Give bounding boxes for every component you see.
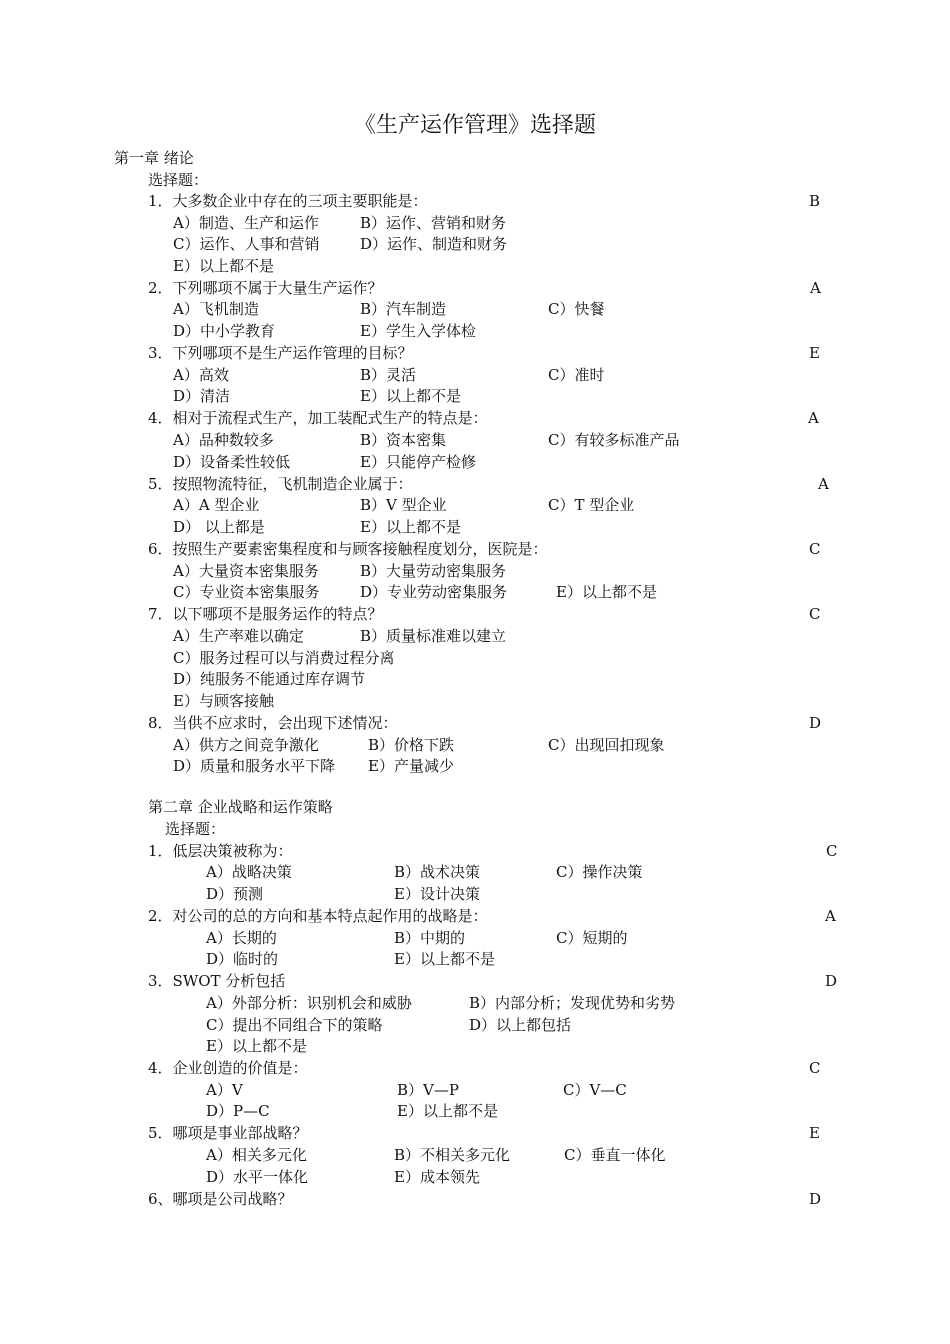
option-a: A）品种数较多 <box>173 431 274 449</box>
option-e: E）与顾客接触 <box>173 692 274 710</box>
option-b: B）内部分析；发现优势和劣势 <box>469 994 676 1012</box>
answer-key: D <box>809 1190 822 1208</box>
answer-key: B <box>809 192 821 210</box>
option-b: B）不相关多元化 <box>394 1146 511 1164</box>
answer-key: D <box>809 714 822 732</box>
option-b: B）中期的 <box>394 929 466 947</box>
option-e: E）以上都不是 <box>556 583 657 601</box>
option-e: E）产量减少 <box>368 757 454 775</box>
option-d: D）P—C <box>206 1102 270 1120</box>
option-e: E）成本领先 <box>394 1168 480 1186</box>
option-c: C）短期的 <box>556 929 628 947</box>
chapter1-heading: 第一章 绪论 <box>114 149 194 167</box>
option-c: C）出现回扣现象 <box>548 736 665 754</box>
option-b: B）V—P <box>397 1081 459 1099</box>
answer-key: C <box>826 842 838 860</box>
option-d: D）临时的 <box>206 950 279 968</box>
answer-key: A <box>825 907 836 925</box>
chapter2-subheading: 选择题： <box>165 820 226 838</box>
option-d: D）设备柔性较低 <box>173 453 291 471</box>
answer-key: E <box>809 1124 820 1142</box>
question-text: 8．当供不应求时，会出现下述情况： <box>148 714 398 732</box>
option-a: A）A 型企业 <box>173 496 260 514</box>
option-b: B）灵活 <box>360 366 417 384</box>
answer-key: C <box>809 540 821 558</box>
option-e: E）以上都不是 <box>360 387 461 405</box>
option-b: B）质量标准难以建立 <box>360 627 507 645</box>
option-a: A）制造、生产和运作 <box>173 214 319 232</box>
option-d: D）预测 <box>206 885 264 903</box>
option-c: C）V—C <box>563 1081 627 1099</box>
option-c: C）垂直一体化 <box>564 1146 666 1164</box>
option-d: D）运作、制造和财务 <box>360 235 508 253</box>
option-c: C）操作决策 <box>556 863 643 881</box>
option-a: A）V <box>206 1081 243 1099</box>
answer-key: C <box>809 1059 821 1077</box>
option-d: D） 以上都是 <box>173 518 265 536</box>
option-a: A）飞机制造 <box>173 300 259 318</box>
option-d: D）清洁 <box>173 387 231 405</box>
option-c: C）运作、人事和营销 <box>173 235 320 253</box>
answer-key: C <box>809 605 821 623</box>
option-d: D）以上都包括 <box>469 1016 572 1034</box>
option-d: D）质量和服务水平下降 <box>173 757 336 775</box>
option-e: E）以上都不是 <box>394 950 495 968</box>
option-a: A）大量资本密集服务 <box>173 562 319 580</box>
option-c: C）T 型企业 <box>548 496 635 514</box>
question-text: 3．SWOT 分析包括 <box>148 972 286 990</box>
option-a: A）供方之间竞争激化 <box>173 736 319 754</box>
option-b: B）价格下跌 <box>368 736 455 754</box>
answer-key: A <box>810 279 821 297</box>
question-text: 3．下列哪项不是生产运作管理的目标？ <box>148 344 413 362</box>
question-text: 2．对公司的总的方向和基本特点起作用的战略是： <box>148 907 488 925</box>
option-b: B）V 型企业 <box>360 496 447 514</box>
question-text: 1．低层决策被称为： <box>148 842 293 860</box>
chapter1-subheading: 选择题： <box>148 171 209 189</box>
option-b: B）运作、营销和财务 <box>360 214 507 232</box>
option-b: B）大量劳动密集服务 <box>360 562 507 580</box>
option-e: E）以上都不是 <box>206 1037 307 1055</box>
option-d: D）专业劳动密集服务 <box>360 583 508 601</box>
option-d: D）中小学教育 <box>173 322 276 340</box>
question-text: 7．以下哪项不是服务运作的特点？ <box>148 605 383 623</box>
option-c: C）有较多标准产品 <box>548 431 680 449</box>
option-b: B）资本密集 <box>360 431 447 449</box>
option-a: A）长期的 <box>206 929 277 947</box>
option-a: A）外部分析：识别机会和威胁 <box>206 994 412 1012</box>
question-text: 1．大多数企业中存在的三项主要职能是： <box>148 192 428 210</box>
option-e: E）设计决策 <box>394 885 480 903</box>
question-text: 2．下列哪项不属于大量生产运作？ <box>148 279 383 297</box>
option-e: E）只能停产检修 <box>360 453 476 471</box>
option-e: E）以上都不是 <box>360 518 461 536</box>
option-a: A）高效 <box>173 366 229 384</box>
option-c: C）准时 <box>548 366 605 384</box>
option-a: A）生产率难以确定 <box>173 627 304 645</box>
answer-key: A <box>818 475 829 493</box>
question-text: 4．相对于流程式生产，加工装配式生产的特点是： <box>148 409 488 427</box>
document-title: 《生产运作管理》选择题 <box>353 113 596 138</box>
option-b: B）战术决策 <box>394 863 481 881</box>
chapter2-heading: 第二章 企业战略和运作策略 <box>148 798 333 816</box>
question-text: 5．按照物流特征，飞机制造企业属于： <box>148 475 413 493</box>
option-d: D）水平一体化 <box>206 1168 309 1186</box>
option-d: D）纯服务不能通过库存调节 <box>173 670 366 688</box>
question-text: 5．哪项是事业部战略？ <box>148 1124 308 1142</box>
option-a: A）战略决策 <box>206 863 292 881</box>
answer-key: A <box>808 409 819 427</box>
question-text: 6、哪项是公司战略？ <box>148 1190 293 1208</box>
option-e: E）以上都不是 <box>397 1102 498 1120</box>
question-text: 4．企业创造的价值是： <box>148 1059 308 1077</box>
option-b: B）汽车制造 <box>360 300 447 318</box>
option-a: A）相关多元化 <box>206 1146 307 1164</box>
option-e: E）学生入学体检 <box>360 322 476 340</box>
question-text: 6．按照生产要素密集程度和与顾客接触程度划分，医院是： <box>148 540 548 558</box>
option-c: C）快餐 <box>548 300 605 318</box>
answer-key: D <box>825 972 838 990</box>
option-c: C）服务过程可以与消费过程分离 <box>173 649 395 667</box>
option-c: C）提出不同组合下的策略 <box>206 1016 383 1034</box>
answer-key: E <box>809 344 820 362</box>
option-c: C）专业资本密集服务 <box>173 583 320 601</box>
option-e: E）以上都不是 <box>173 257 274 275</box>
